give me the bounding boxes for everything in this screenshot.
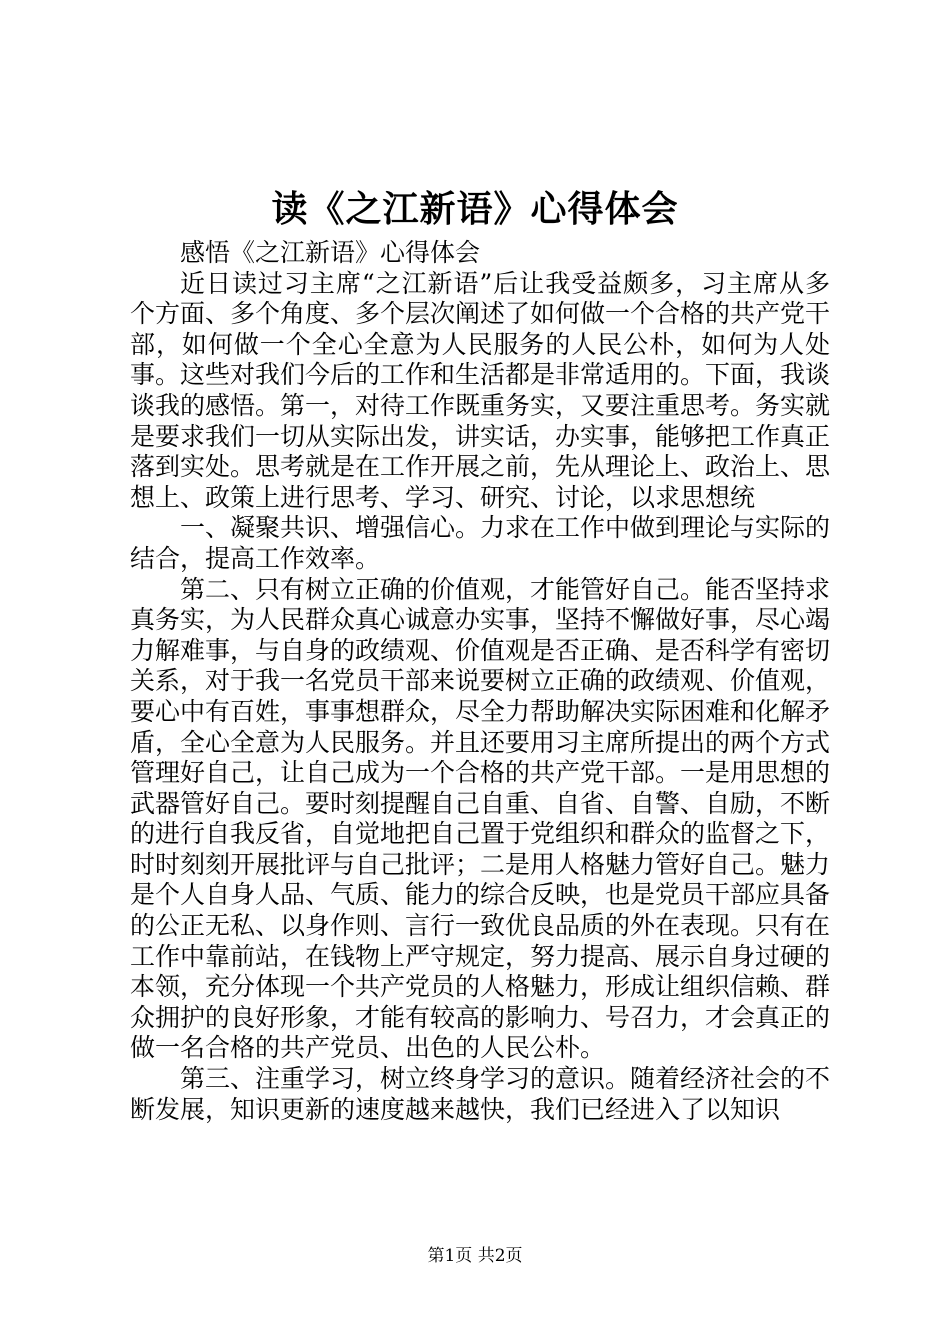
document-body <box>130 238 830 1125</box>
document-title: 读《之江新语》心得体会 <box>271 188 679 230</box>
body-paragraph: 第三、注重学习，树立终身学习的意识。随着经济社会的不断发展，知识更新的速度越来越快，我们已经进入了以知识 <box>130 1064 831 1124</box>
body-paragraph: 第二、只有树立正确的价值观，才能管好自己。能否坚持求真务实，为人民群众真心诚意办实事，坚持不懈做好事，尽心竭力解难事，与自身的政绩观、价值观是否正确、是否科学有密切关系，对于我一名党员干部来说要树立正确的政绩观、价值观，要心中有百姓，事事想群众，尽全力帮助解决实际困难和化解矛盾，全心全意为人民服务。并且还要用习主席所提出的两个方式管理好自己，让自己成为一个合格的共产党干部。一是用思想的武器管好自己。要时刻提醒自己自重、自省、自警、自励，不断的进行自我反省，自觉地把自己置于党组织和群众的监督之下，时时刻刻开展批评与自己批评；二是用人格魅力管好自己。魅力是个人自身人品、气质、能力的综合反映，也是党员干部应具备的公正无私、以身作则、言行一致优良品质的外在表现。只有在工作中靠前站，在钱物上严守规定，努力提高、展示自身过硬的本领，充分体现一个共产党员的人格魅力，形成让组织信赖、群众拥护的良好形象，才能有较高的影响力、号召力，才会真正的做一名合格的共产党员、出色的人民公朴。 <box>130 574 831 1063</box>
page-number-footer: 第1页 共2页 <box>427 1246 523 1266</box>
subtitle-paragraph: 感悟《之江新语》心得体会 <box>180 238 481 267</box>
body-paragraph: 一、凝聚共识、增强信心。力求在工作中做到理论与实际的结合，提高工作效率。 <box>130 513 831 573</box>
body-paragraph: 近日读过习主席“之江新语”后让我受益颇多，习主席从多个方面、多个角度、多个层次阐述了如何做一个合格的共产党干部，如何做一个全心全意为人民服务的人民公朴，如何为人处事。这些对我们今后的工作和生活都是非常适用的。下面，我谈谈我的感悟。第一，对待工作既重务实，又要注重思考。务实就是要求我们一切从实际出发，讲实话，办实事，能够把工作真正落到实处。思考就是在工作开展之前，先从理论上、政治上、思想上、政策上进行思考、学习、研究、讨论，以求思想统 <box>130 268 831 512</box>
